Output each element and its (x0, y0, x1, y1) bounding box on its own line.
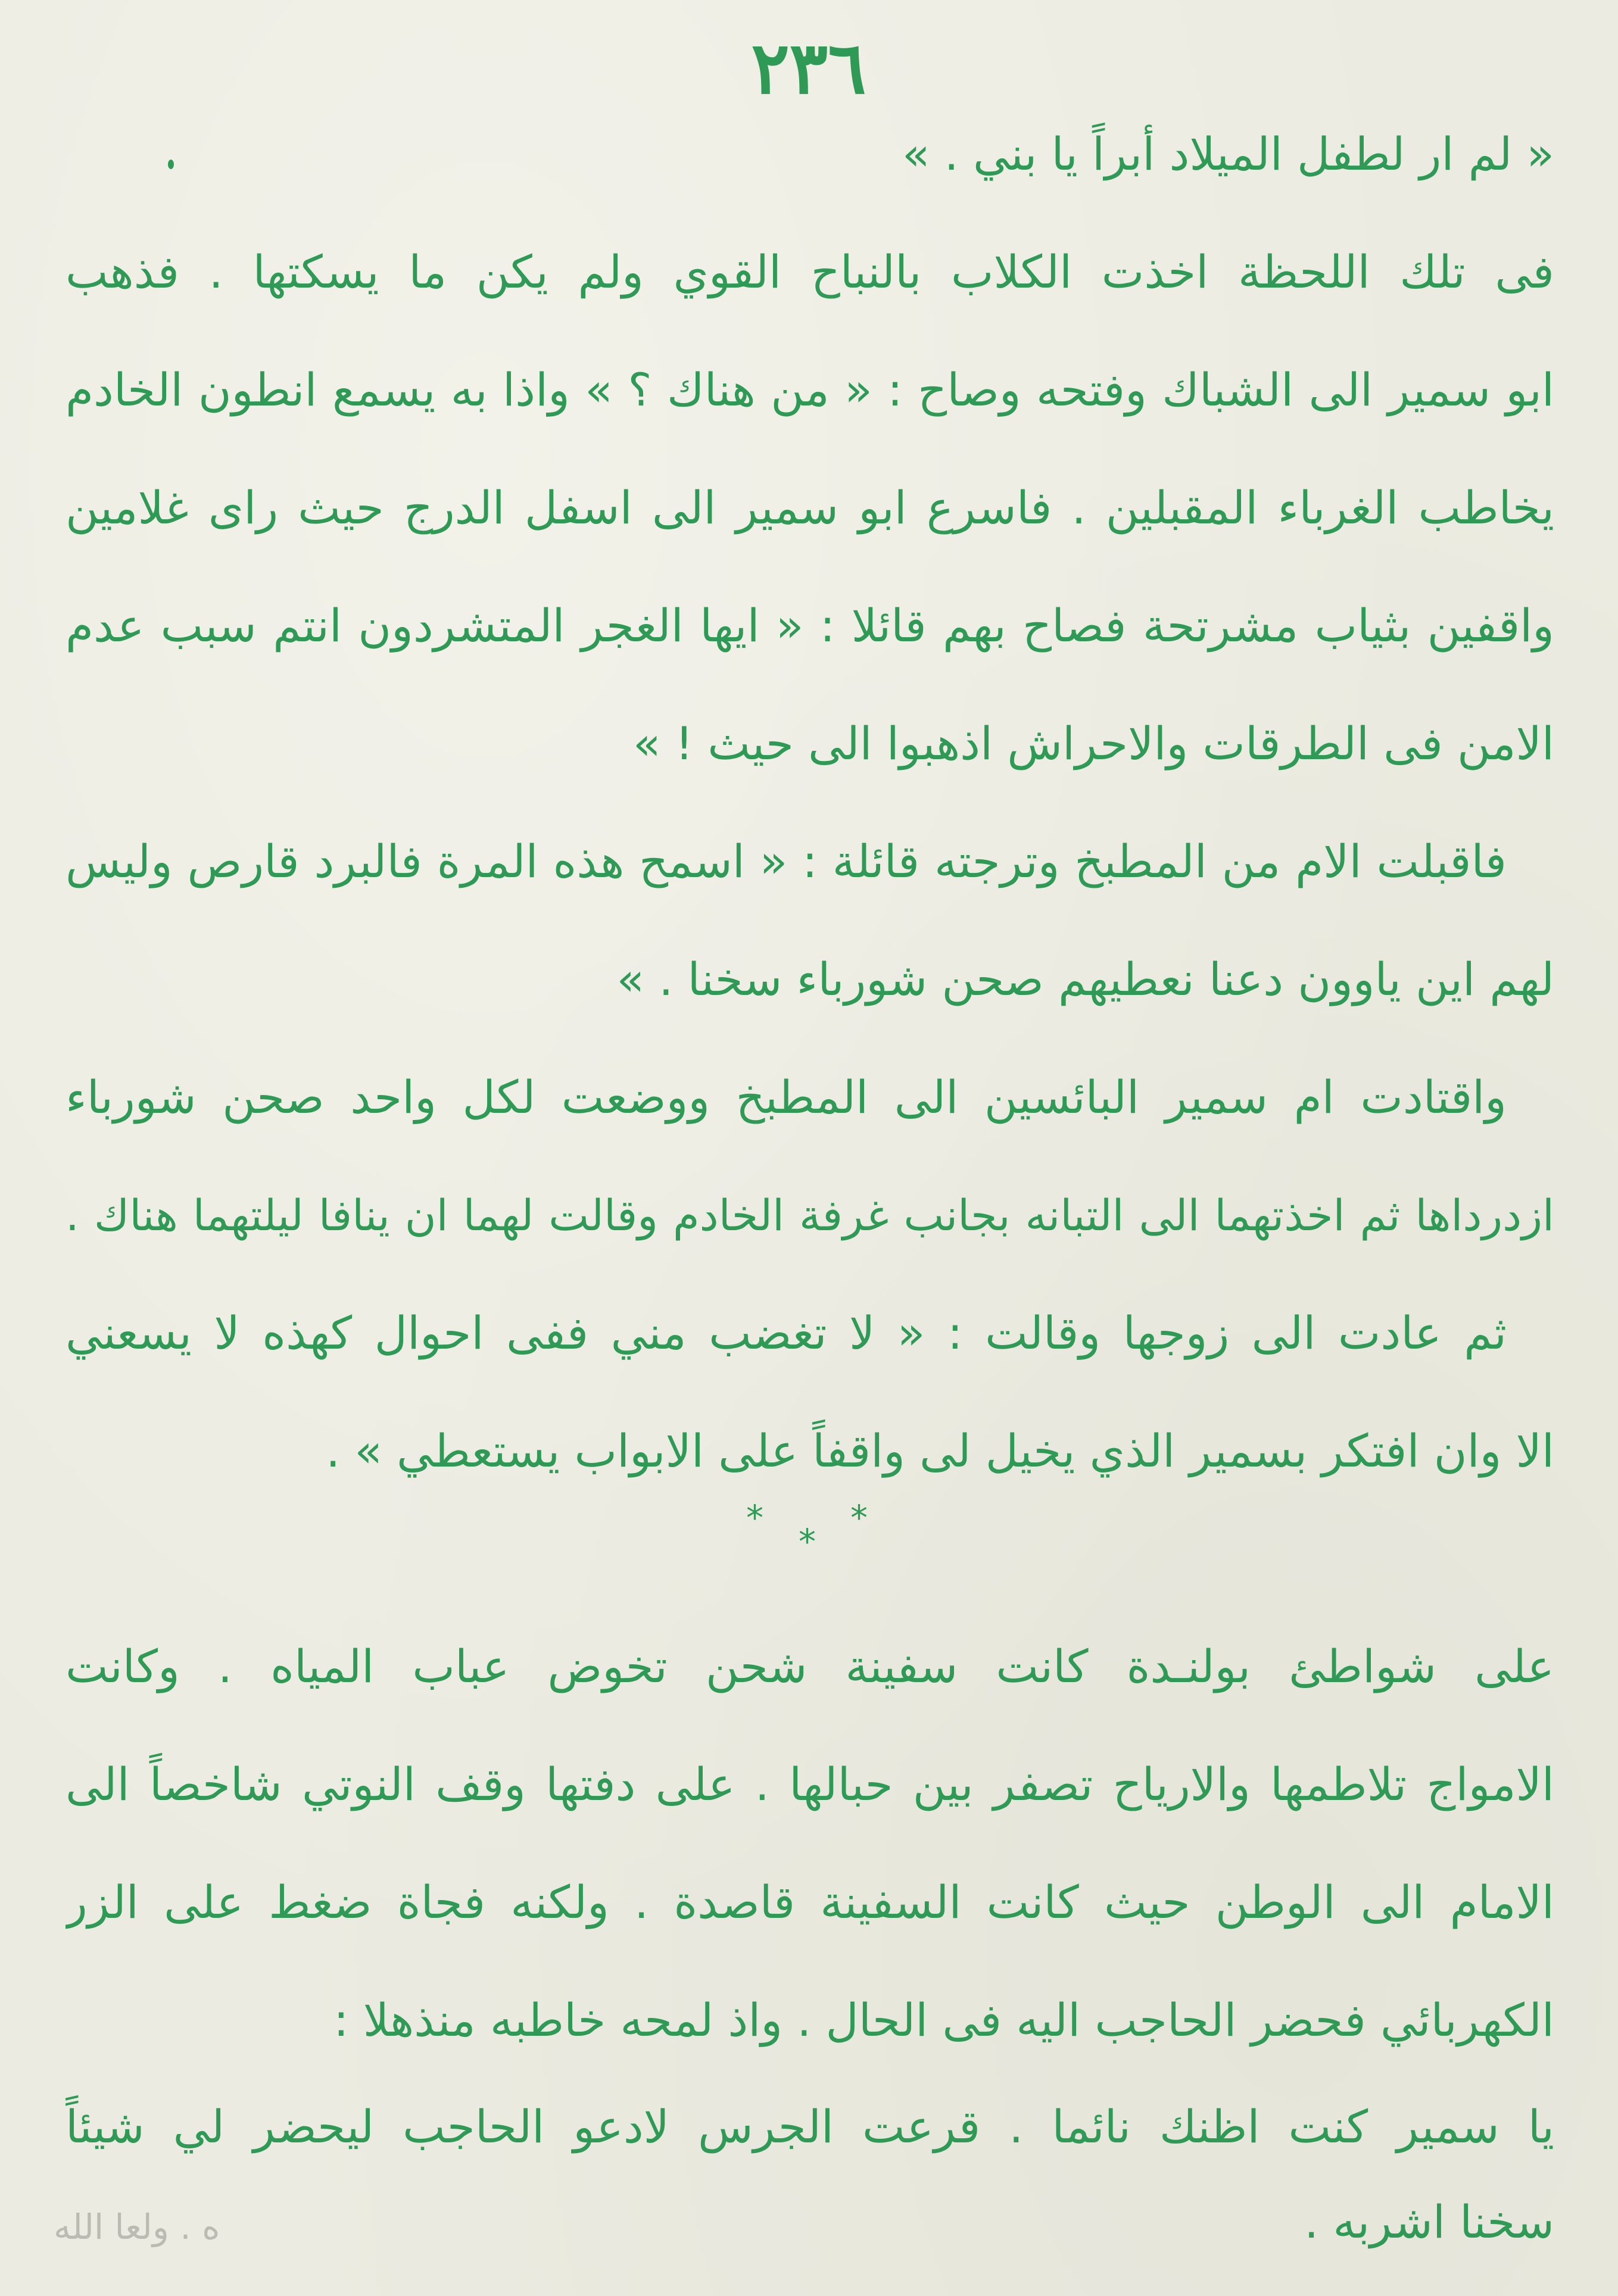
text-line: فى تلك اللحظة اخذت الكلاب بالنباح القوي ولم يكن ما يسكتها . فذهب (66, 245, 1554, 298)
text-line: « لم ار لطفل الميلاد أبراً يا بني . » (902, 127, 1554, 180)
section-one-text (66, 95, 1554, 1510)
text-line: واقتادت ام سمير البائسين الى المطبخ ووضعت لكل واحد صحن شورباء (66, 1071, 1507, 1124)
text-line: فاقبلت الام من المطبخ وترجته قائلة : « اسمح هذه المرة فالبرد قارص وليس (66, 835, 1507, 888)
text-line: سخنا اشربه . (1304, 2195, 1554, 2248)
text-line: يخاطب الغرباء المقبلين . فاسرع ابو سمير الى اسفل الدرج حيث راى غلامين (66, 481, 1554, 534)
text-line: لهم اين ياوون دعنا نعطيهم صحن شورباء سخنا . » (616, 953, 1554, 1006)
text-line: على شواطئ بولنـدة كانت سفينة شحن تخوض عباب المياه . وكانت (66, 1640, 1554, 1693)
text-line: الامام الى الوطن حيث كانت السفينة قاصدة . ولكنه فجاة ضغط على الزر (66, 1876, 1554, 1929)
text-line: ابو سمير الى الشباك وفتحه وصاح : « من هناك ؟ » واذا به يسمع انطون الخادم (66, 363, 1554, 416)
separator-star: * (799, 1521, 816, 1562)
page-number: ٢٣٦ (751, 26, 866, 110)
text-line: الامواج تلاطمها والارياح تصفر بين حبالها . على دفتها وقف النوتي شاخصاً الى (66, 1758, 1554, 1811)
section-two-text (66, 1608, 1554, 2270)
section-separator (690, 1495, 928, 1566)
text-line: الامن فى الطرقات والاحراش اذهبوا الى حيث ! » (633, 717, 1554, 770)
text-line: ازدرداها ثم اخذتهما الى التبانه بجانب غرفة الخادم وقالت لهما ان ينافا ليلتهما هناك . (66, 1190, 1554, 1240)
pencil-marginalia: ه . ولعا الله (54, 2207, 220, 2247)
text-line: الا وان افتكر بسمير الذي يخيل لى واقفاً على الابواب يستعطي » . (326, 1424, 1554, 1477)
text-line: واقفين بثياب مشرتحة فصاح بهم قائلا : « ايها الغجر المتشردون انتم سبب عدم (66, 599, 1554, 652)
text-line: يا سمير كنت اظنك نائما . قرعت الجرس لادعو الحاجب ليحضر لي شيئاً (66, 2100, 1554, 2153)
text-line: ثم عادت الى زوجها وقالت : « لا تغضب مني ففى احوال كهذه لا يسعني (66, 1306, 1507, 1359)
separator-star: * (850, 1498, 868, 1538)
separator-star: * (746, 1498, 763, 1538)
text-line: الكهربائي فحضر الحاجب اليه فى الحال . واذ لمحه خاطبه منذهلا : (333, 1994, 1554, 2047)
